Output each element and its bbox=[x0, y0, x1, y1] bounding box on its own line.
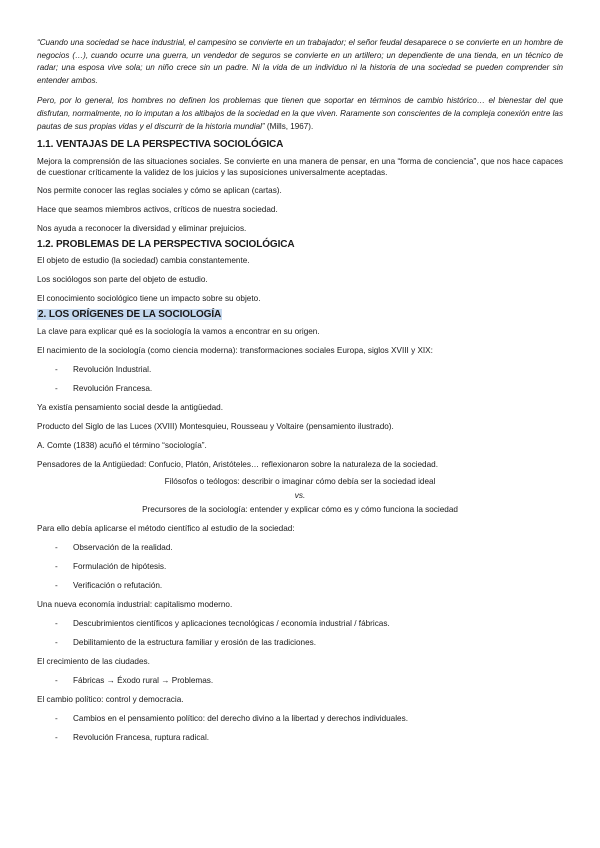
list-item: - Revolución Industrial. bbox=[55, 365, 152, 375]
section-heading-2 bbox=[37, 308, 563, 321]
paragraph: El conocimiento sociológico tiene un impacto sobre su objeto. bbox=[37, 294, 261, 304]
list-cambio-politico bbox=[37, 713, 563, 743]
centered-line: Filósofos o teólogos: describir o imaginar cómo debía ser la sociedad ideal bbox=[164, 477, 436, 487]
paragraph: A. Comte (1838) acuñó el término “sociología”. bbox=[37, 441, 207, 451]
list-item: - Descubrimientos científicos y aplicaciones tecnológicas / economía industrial / fábricas. bbox=[55, 619, 390, 629]
paragraph: El objeto de estudio (la sociedad) cambia constantemente. bbox=[37, 256, 250, 266]
list-item: - Fábricas → Éxodo rural → Problemas. bbox=[55, 676, 214, 686]
quote-citation: (Mills, 1967). bbox=[264, 121, 314, 131]
list-ciudades bbox=[37, 675, 563, 686]
paragraph: Mejora la comprensión de las situaciones sociales. Se convierte en una manera de pensar, en una “forma de conciencia”, que nos hace capaces de cuestionar críticamente la validez de los juicios y las suposiciones universalmente aceptadas. bbox=[37, 157, 563, 178]
list-transformaciones bbox=[37, 364, 563, 394]
list-item: - Verificación o refutación. bbox=[55, 581, 163, 591]
list-item: - Observación de la realidad. bbox=[55, 543, 173, 553]
quote-paragraph-1: “Cuando una sociedad se hace industrial, el campesino se convierte en un trabajador; el señor feudal desaparece o se convierte en un hombre de negocios (…), cuando ocurre una guerra, un vendedor de seguros se convierte en un artillero; un dependiente de una tienda, en un técnico de radar; una esposa vive sola; un niño crece sin un padre. Ni la vida de un individuo ni la historia de una sociedad se pueden comprender sin entender ambos. bbox=[37, 38, 563, 85]
paragraph: El cambio político: control y democracia. bbox=[37, 695, 184, 705]
paragraph: El nacimiento de la sociología (como ciencia moderna): transformaciones sociales Europa, siglos XVIII y XIX: bbox=[37, 346, 433, 356]
paragraph: Nos permite conocer las reglas sociales y cómo se aplican (cartas). bbox=[37, 186, 282, 196]
paragraph: Pensadores de la Antigüedad: Confucio, Platón, Aristóteles… reflexionaron sobre la naturaleza de la sociedad. bbox=[37, 460, 438, 470]
versus-label: vs. bbox=[294, 491, 306, 501]
paragraph: Una nueva economía industrial: capitalismo moderno. bbox=[37, 600, 233, 610]
list-metodo-cientifico bbox=[37, 542, 563, 591]
highlighted-heading: 2. LOS ORÍGENES DE LA SOCIOLOGÍA bbox=[38, 309, 222, 321]
list-item: - Revolución Francesa, ruptura radical. bbox=[55, 733, 210, 743]
list-item: - Debilitamiento de la estructura familiar y erosión de las tradiciones. bbox=[55, 638, 317, 648]
list-item: - Formulación de hipótesis. bbox=[55, 562, 167, 572]
list-item: - Cambios en el pensamiento político: del derecho divino a la libertad y derechos individuales. bbox=[55, 714, 408, 724]
paragraph: La clave para explicar qué es la sociología la vamos a encontrar en su origen. bbox=[37, 327, 320, 337]
list-item: - Revolución Francesa. bbox=[55, 384, 153, 394]
section-heading-1-2: 1.2. PROBLEMAS DE LA PERSPECTIVA SOCIOLÓGICA bbox=[37, 239, 295, 251]
paragraph: Ya existía pensamiento social desde la antigüedad. bbox=[37, 403, 224, 413]
centered-line: Precursores de la sociología: entender y explicar cómo es y cómo funciona la sociedad bbox=[142, 505, 458, 515]
paragraph: El crecimiento de las ciudades. bbox=[37, 657, 150, 667]
paragraph: Hace que seamos miembros activos, críticos de nuestra sociedad. bbox=[37, 205, 278, 215]
paragraph: Producto del Siglo de las Luces (XVIII) Montesquieu, Rousseau y Voltaire (pensamiento ilustrado). bbox=[37, 422, 394, 432]
section-heading-1-1: 1.1. VENTAJAS DE LA PERSPECTIVA SOCIOLÓGICA bbox=[37, 139, 284, 151]
paragraph: Los sociólogos son parte del objeto de estudio. bbox=[37, 275, 208, 285]
paragraph: Para ello debía aplicarse el método científico al estudio de la sociedad: bbox=[37, 524, 295, 534]
quote-paragraph-2: Pero, por lo general, los hombres no definen los problemas que tienen que soportar en términos de cambio histórico… el bienestar del que disfrutan, normalmente, no lo imputan a los altibajos de la sociedad en la que viven. Raramente son conscientes de la compleja conexión entre las pautas de sus propias vidas y el discurrir de la historia mundial” (Mills, 1967). bbox=[37, 96, 563, 131]
paragraph: Nos ayuda a reconocer la diversidad y eliminar prejuicios. bbox=[37, 224, 247, 234]
list-economia bbox=[37, 618, 563, 648]
